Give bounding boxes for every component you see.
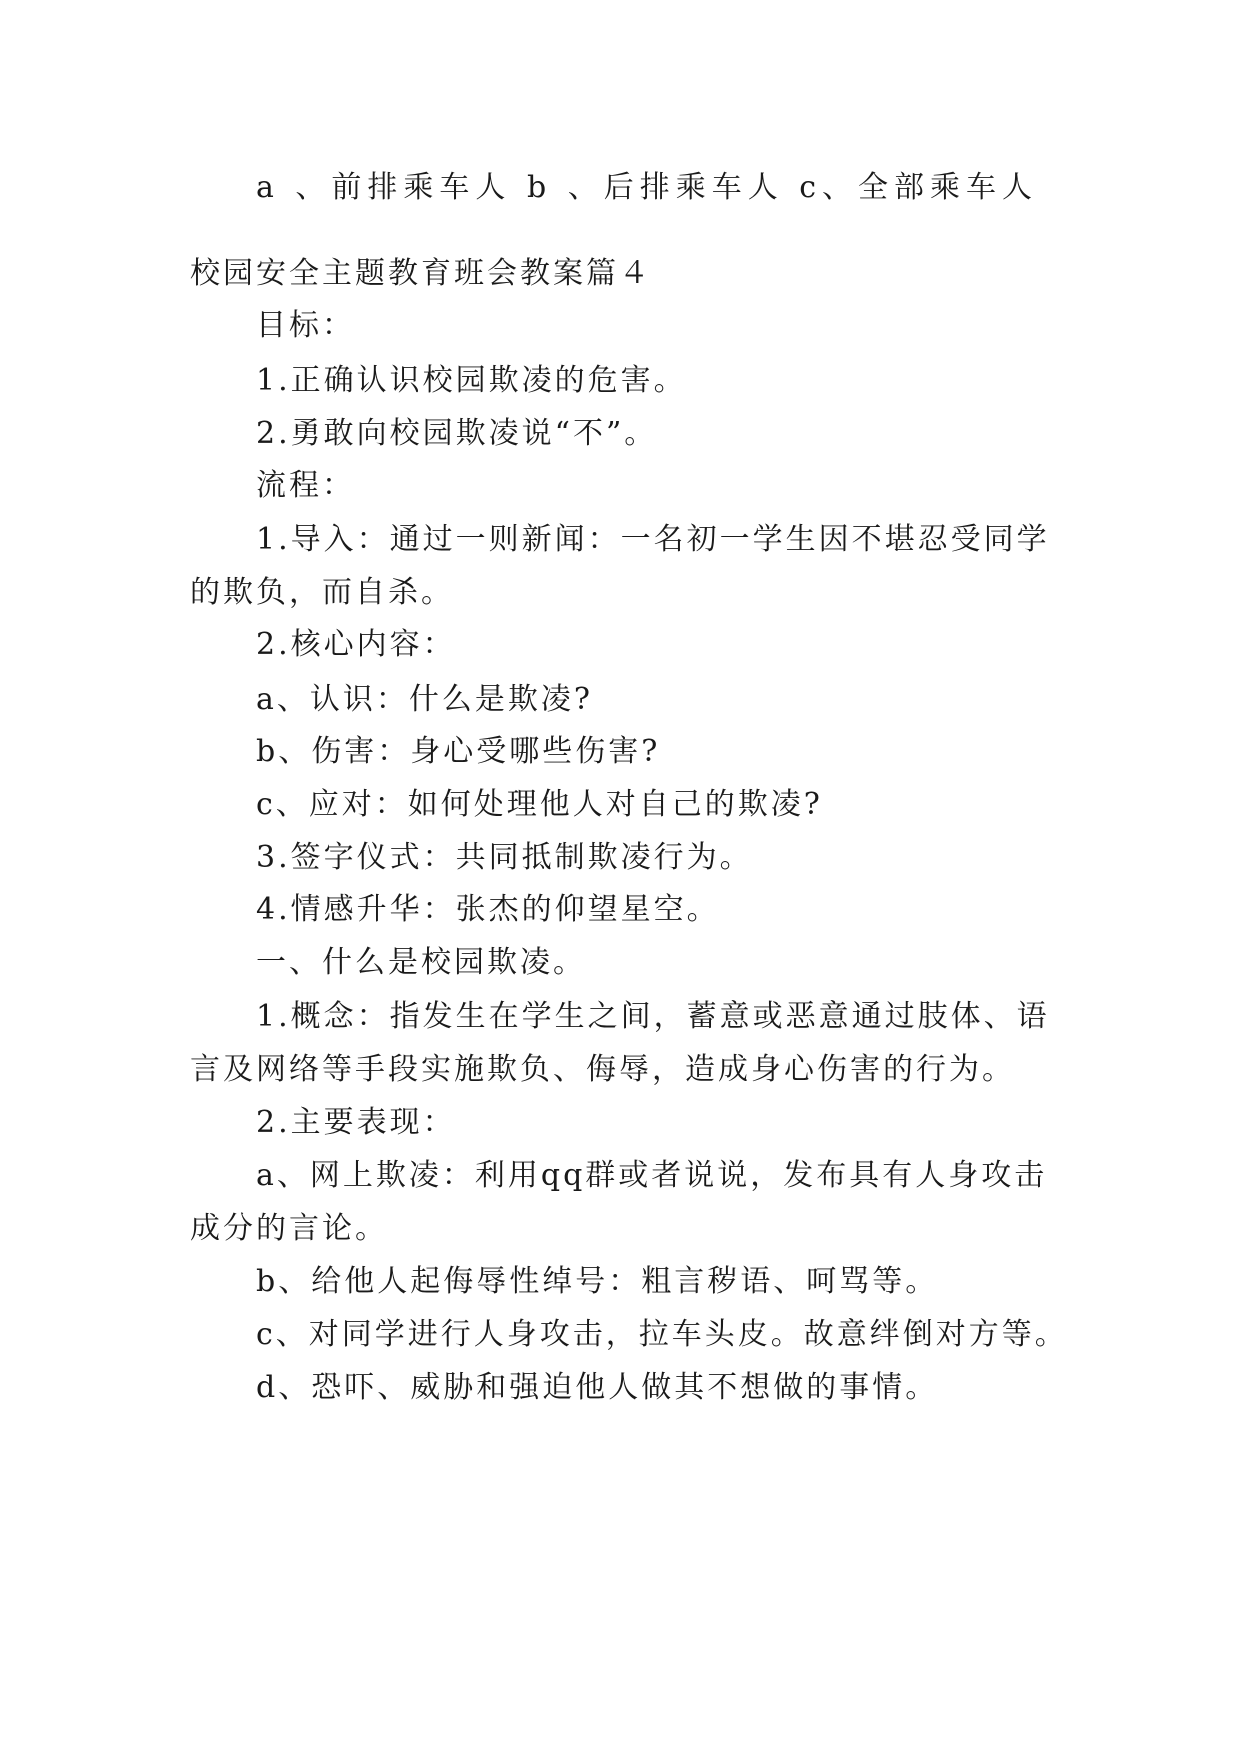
content-item-c: c、应对：如何处理他人对自己的欺凌? — [256, 787, 823, 822]
concept-line2: 言及网络等手段实施欺负、侮辱，造成身心伤害的行为。 — [190, 1052, 1015, 1087]
goal-item-2: 2.勇敢向校园欺凌说“不”。 — [256, 416, 658, 451]
manifest-item-a-line2: 成分的言论。 — [190, 1211, 388, 1246]
manifest-item-d: d、恐吓、威胁和强迫他人做其不想做的事情。 — [256, 1370, 939, 1405]
process-item-4: 4.情感升华：张杰的仰望星空。 — [256, 892, 720, 927]
section-title: 校园安全主题教育班会教案篇４ — [190, 256, 652, 291]
content-item-b: b、伤害：身心受哪些伤害? — [256, 734, 661, 769]
manifest-item-b: b、给他人起侮辱性绰号：粗言秽语、呵骂等。 — [256, 1264, 939, 1299]
manifest-heading: 2.主要表现： — [256, 1105, 456, 1140]
content-item-a: a、认识：什么是欺凌? — [256, 682, 593, 717]
goals-heading: 目标： — [256, 308, 355, 343]
process-item-3: 3.签字仪式：共同抵制欺凌行为。 — [256, 840, 753, 875]
process-item-1-line1: 1.导入：通过一则新闻：一名初一学生因不堪忍受同学 — [256, 522, 1050, 557]
goal-item-1: 1.正确认识校园欺凌的危害。 — [256, 363, 687, 398]
options-line: a 、前排乘车人 b 、后排乘车人 c、全部乘车人 — [256, 170, 1039, 205]
manifest-item-c: c、对同学进行人身攻击，拉车头皮。故意绊倒对方等。 — [256, 1317, 1068, 1352]
manifest-item-a-line1: a、网上欺凌：利用qq群或者说说，发布具有人身攻击 — [256, 1158, 1048, 1193]
process-heading: 流程： — [256, 468, 355, 503]
process-item-2: 2.核心内容： — [256, 627, 456, 662]
concept-line1: 1.概念：指发生在学生之间，蓄意或恶意通过肢体、语 — [256, 999, 1050, 1034]
process-item-1-line2: 的欺负，而自杀。 — [190, 575, 454, 610]
part-1-heading: 一、什么是校园欺凌。 — [256, 945, 586, 980]
